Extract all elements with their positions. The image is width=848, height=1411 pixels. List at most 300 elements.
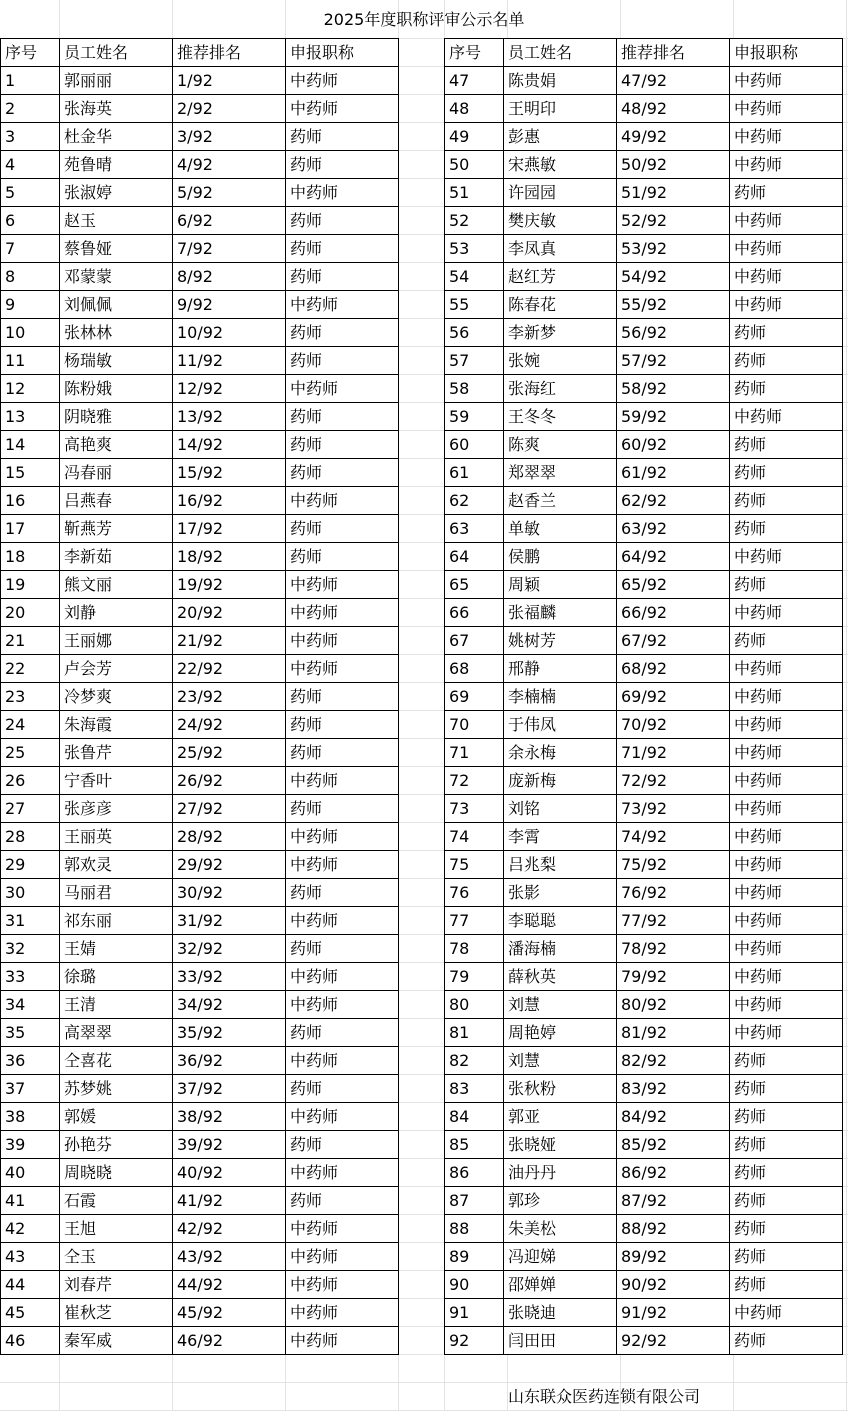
cell-serial[interactable]: 22: [1, 655, 60, 683]
cell-title[interactable]: 药师: [730, 571, 843, 599]
cell-title[interactable]: 中药师: [730, 739, 843, 767]
cell-name[interactable]: 刘慧: [504, 1047, 617, 1075]
cell-name[interactable]: 王清: [60, 991, 173, 1019]
cell-serial[interactable]: 14: [1, 431, 60, 459]
cell-title[interactable]: 中药师: [730, 543, 843, 571]
cell-serial[interactable]: 9: [1, 291, 60, 319]
cell-rank[interactable]: 68/92: [617, 655, 730, 683]
cell-rank[interactable]: 18/92: [173, 543, 286, 571]
cell-title[interactable]: 药师: [730, 1243, 843, 1271]
cell-serial[interactable]: 41: [1, 1187, 60, 1215]
cell-title[interactable]: 药师: [286, 879, 399, 907]
cell-serial[interactable]: 59: [445, 403, 504, 431]
cell-rank[interactable]: 20/92: [173, 599, 286, 627]
cell-title[interactable]: 药师: [730, 1159, 843, 1187]
cell-serial[interactable]: 50: [445, 151, 504, 179]
cell-title[interactable]: 中药师: [286, 655, 399, 683]
cell-name[interactable]: 张海红: [504, 375, 617, 403]
cell-name[interactable]: 熊文丽: [60, 571, 173, 599]
cell-serial[interactable]: 25: [1, 739, 60, 767]
cell-rank[interactable]: 41/92: [173, 1187, 286, 1215]
cell-rank[interactable]: 31/92: [173, 907, 286, 935]
cell-rank[interactable]: 63/92: [617, 515, 730, 543]
cell-name[interactable]: 郭珍: [504, 1187, 617, 1215]
cell-serial[interactable]: 64: [445, 543, 504, 571]
cell-title[interactable]: 药师: [286, 739, 399, 767]
cell-title[interactable]: 中药师: [286, 1159, 399, 1187]
cell-title[interactable]: 药师: [730, 179, 843, 207]
cell-serial[interactable]: 67: [445, 627, 504, 655]
cell-rank[interactable]: 37/92: [173, 1075, 286, 1103]
cell-rank[interactable]: 67/92: [617, 627, 730, 655]
cell-name[interactable]: 朱海霞: [60, 711, 173, 739]
cell-title[interactable]: 中药师: [730, 683, 843, 711]
cell-rank[interactable]: 64/92: [617, 543, 730, 571]
cell-serial[interactable]: 10: [1, 319, 60, 347]
cell-name[interactable]: 朱美松: [504, 1215, 617, 1243]
cell-title[interactable]: 药师: [730, 375, 843, 403]
cell-serial[interactable]: 75: [445, 851, 504, 879]
cell-name[interactable]: 卢会芳: [60, 655, 173, 683]
cell-title[interactable]: 药师: [286, 459, 399, 487]
cell-rank[interactable]: 12/92: [173, 375, 286, 403]
cell-name[interactable]: 王冬冬: [504, 403, 617, 431]
cell-serial[interactable]: 35: [1, 1019, 60, 1047]
cell-name[interactable]: 郭丽丽: [60, 67, 173, 95]
cell-serial[interactable]: 77: [445, 907, 504, 935]
cell-rank[interactable]: 4/92: [173, 151, 286, 179]
cell-name[interactable]: 陈贵娟: [504, 67, 617, 95]
cell-serial[interactable]: 51: [445, 179, 504, 207]
cell-name[interactable]: 刘静: [60, 599, 173, 627]
cell-rank[interactable]: 13/92: [173, 403, 286, 431]
cell-serial[interactable]: 39: [1, 1131, 60, 1159]
cell-serial[interactable]: 1: [1, 67, 60, 95]
cell-serial[interactable]: 74: [445, 823, 504, 851]
cell-name[interactable]: 仝玉: [60, 1243, 173, 1271]
cell-title[interactable]: 中药师: [286, 767, 399, 795]
cell-serial[interactable]: 33: [1, 963, 60, 991]
cell-name[interactable]: 张彦彦: [60, 795, 173, 823]
cell-name[interactable]: 蔡鲁娅: [60, 235, 173, 263]
cell-title[interactable]: 药师: [730, 1103, 843, 1131]
cell-title[interactable]: 中药师: [730, 1299, 843, 1327]
cell-name[interactable]: 冯迎娣: [504, 1243, 617, 1271]
cell-name[interactable]: 李新梦: [504, 319, 617, 347]
cell-title[interactable]: 药师: [286, 263, 399, 291]
cell-title[interactable]: 药师: [730, 1075, 843, 1103]
cell-title[interactable]: 中药师: [730, 123, 843, 151]
cell-rank[interactable]: 57/92: [617, 347, 730, 375]
cell-title[interactable]: 中药师: [730, 935, 843, 963]
cell-title[interactable]: 药师: [286, 403, 399, 431]
cell-serial[interactable]: 92: [445, 1327, 504, 1355]
cell-name[interactable]: 樊庆敏: [504, 207, 617, 235]
cell-title[interactable]: 中药师: [286, 487, 399, 515]
cell-name[interactable]: 刘佩佩: [60, 291, 173, 319]
cell-name[interactable]: 侯鹏: [504, 543, 617, 571]
cell-title[interactable]: 中药师: [730, 599, 843, 627]
cell-name[interactable]: 冯春丽: [60, 459, 173, 487]
cell-serial[interactable]: 79: [445, 963, 504, 991]
cell-serial[interactable]: 57: [445, 347, 504, 375]
cell-rank[interactable]: 56/92: [617, 319, 730, 347]
cell-name[interactable]: 王丽娜: [60, 627, 173, 655]
cell-rank[interactable]: 54/92: [617, 263, 730, 291]
cell-title[interactable]: 药师: [286, 123, 399, 151]
cell-title[interactable]: 药师: [730, 347, 843, 375]
cell-rank[interactable]: 9/92: [173, 291, 286, 319]
cell-title[interactable]: 药师: [286, 235, 399, 263]
cell-rank[interactable]: 28/92: [173, 823, 286, 851]
cell-rank[interactable]: 35/92: [173, 1019, 286, 1047]
cell-name[interactable]: 马丽君: [60, 879, 173, 907]
cell-serial[interactable]: 66: [445, 599, 504, 627]
cell-name[interactable]: 张林林: [60, 319, 173, 347]
cell-rank[interactable]: 49/92: [617, 123, 730, 151]
cell-rank[interactable]: 81/92: [617, 1019, 730, 1047]
cell-title[interactable]: 中药师: [286, 1243, 399, 1271]
cell-name[interactable]: 郭欢灵: [60, 851, 173, 879]
cell-rank[interactable]: 61/92: [617, 459, 730, 487]
cell-name[interactable]: 高翠翠: [60, 1019, 173, 1047]
cell-title[interactable]: 药师: [286, 1019, 399, 1047]
cell-name[interactable]: 冷梦爽: [60, 683, 173, 711]
cell-name[interactable]: 陈爽: [504, 431, 617, 459]
cell-rank[interactable]: 76/92: [617, 879, 730, 907]
cell-serial[interactable]: 18: [1, 543, 60, 571]
cell-serial[interactable]: 42: [1, 1215, 60, 1243]
cell-name[interactable]: 陈粉娥: [60, 375, 173, 403]
cell-name[interactable]: 宁香叶: [60, 767, 173, 795]
cell-rank[interactable]: 15/92: [173, 459, 286, 487]
cell-title[interactable]: 中药师: [286, 291, 399, 319]
cell-title[interactable]: 中药师: [730, 655, 843, 683]
cell-name[interactable]: 张海英: [60, 95, 173, 123]
cell-title[interactable]: 中药师: [730, 823, 843, 851]
cell-name[interactable]: 吕燕春: [60, 487, 173, 515]
cell-serial[interactable]: 20: [1, 599, 60, 627]
cell-name[interactable]: 高艳爽: [60, 431, 173, 459]
cell-title[interactable]: 中药师: [730, 67, 843, 95]
cell-rank[interactable]: 79/92: [617, 963, 730, 991]
cell-rank[interactable]: 48/92: [617, 95, 730, 123]
cell-serial[interactable]: 17: [1, 515, 60, 543]
cell-name[interactable]: 周晓晓: [60, 1159, 173, 1187]
cell-title[interactable]: 药师: [286, 515, 399, 543]
cell-title[interactable]: 中药师: [286, 627, 399, 655]
cell-title[interactable]: 药师: [286, 431, 399, 459]
cell-serial[interactable]: 62: [445, 487, 504, 515]
cell-title[interactable]: 中药师: [286, 1327, 399, 1355]
cell-serial[interactable]: 43: [1, 1243, 60, 1271]
cell-rank[interactable]: 73/92: [617, 795, 730, 823]
cell-serial[interactable]: 83: [445, 1075, 504, 1103]
cell-rank[interactable]: 27/92: [173, 795, 286, 823]
cell-serial[interactable]: 7: [1, 235, 60, 263]
cell-rank[interactable]: 23/92: [173, 683, 286, 711]
cell-title[interactable]: 药师: [286, 1075, 399, 1103]
cell-rank[interactable]: 84/92: [617, 1103, 730, 1131]
cell-rank[interactable]: 92/92: [617, 1327, 730, 1355]
header-cell-title[interactable]: 申报职称: [286, 39, 399, 67]
cell-rank[interactable]: 21/92: [173, 627, 286, 655]
cell-rank[interactable]: 50/92: [617, 151, 730, 179]
cell-title[interactable]: 中药师: [730, 207, 843, 235]
cell-rank[interactable]: 11/92: [173, 347, 286, 375]
cell-name[interactable]: 王旭: [60, 1215, 173, 1243]
cell-name[interactable]: 郭媛: [60, 1103, 173, 1131]
cell-rank[interactable]: 30/92: [173, 879, 286, 907]
cell-name[interactable]: 徐璐: [60, 963, 173, 991]
cell-serial[interactable]: 5: [1, 179, 60, 207]
cell-title[interactable]: 中药师: [730, 235, 843, 263]
cell-rank[interactable]: 83/92: [617, 1075, 730, 1103]
cell-serial[interactable]: 40: [1, 1159, 60, 1187]
cell-title[interactable]: 药师: [730, 515, 843, 543]
cell-serial[interactable]: 73: [445, 795, 504, 823]
cell-rank[interactable]: 62/92: [617, 487, 730, 515]
cell-serial[interactable]: 23: [1, 683, 60, 711]
cell-rank[interactable]: 55/92: [617, 291, 730, 319]
cell-rank[interactable]: 14/92: [173, 431, 286, 459]
cell-name[interactable]: 张晓迪: [504, 1299, 617, 1327]
cell-name[interactable]: 崔秋芝: [60, 1299, 173, 1327]
cell-name[interactable]: 姚树芳: [504, 627, 617, 655]
cell-rank[interactable]: 51/92: [617, 179, 730, 207]
cell-title[interactable]: 中药师: [286, 1215, 399, 1243]
cell-name[interactable]: 闫田田: [504, 1327, 617, 1355]
cell-rank[interactable]: 82/92: [617, 1047, 730, 1075]
cell-title[interactable]: 中药师: [286, 823, 399, 851]
cell-rank[interactable]: 17/92: [173, 515, 286, 543]
cell-serial[interactable]: 24: [1, 711, 60, 739]
cell-title[interactable]: 中药师: [730, 991, 843, 1019]
cell-title[interactable]: 药师: [286, 543, 399, 571]
cell-serial[interactable]: 29: [1, 851, 60, 879]
cell-rank[interactable]: 45/92: [173, 1299, 286, 1327]
cell-rank[interactable]: 78/92: [617, 935, 730, 963]
cell-title[interactable]: 药师: [286, 207, 399, 235]
cell-rank[interactable]: 59/92: [617, 403, 730, 431]
cell-title[interactable]: 药师: [730, 1187, 843, 1215]
cell-name[interactable]: 李霄: [504, 823, 617, 851]
cell-name[interactable]: 刘春芹: [60, 1271, 173, 1299]
cell-serial[interactable]: 78: [445, 935, 504, 963]
cell-serial[interactable]: 2: [1, 95, 60, 123]
cell-rank[interactable]: 65/92: [617, 571, 730, 599]
cell-title[interactable]: 药师: [730, 1047, 843, 1075]
cell-rank[interactable]: 85/92: [617, 1131, 730, 1159]
cell-rank[interactable]: 8/92: [173, 263, 286, 291]
header-cell-rank[interactable]: 推荐排名: [173, 39, 286, 67]
cell-title[interactable]: 药师: [286, 711, 399, 739]
cell-title[interactable]: 中药师: [730, 767, 843, 795]
cell-name[interactable]: 仝喜花: [60, 1047, 173, 1075]
cell-name[interactable]: 李聪聪: [504, 907, 617, 935]
cell-rank[interactable]: 32/92: [173, 935, 286, 963]
header-cell-title[interactable]: 申报职称: [730, 39, 843, 67]
cell-rank[interactable]: 86/92: [617, 1159, 730, 1187]
cell-name[interactable]: 阴晓雅: [60, 403, 173, 431]
cell-serial[interactable]: 3: [1, 123, 60, 151]
company-footer[interactable]: 山东联众医药连锁有限公司: [508, 1387, 701, 1406]
cell-rank[interactable]: 88/92: [617, 1215, 730, 1243]
cell-rank[interactable]: 66/92: [617, 599, 730, 627]
cell-rank[interactable]: 69/92: [617, 683, 730, 711]
cell-name[interactable]: 张影: [504, 879, 617, 907]
cell-name[interactable]: 单敏: [504, 515, 617, 543]
cell-serial[interactable]: 36: [1, 1047, 60, 1075]
cell-serial[interactable]: 52: [445, 207, 504, 235]
cell-title[interactable]: 中药师: [286, 851, 399, 879]
cell-rank[interactable]: 5/92: [173, 179, 286, 207]
cell-title[interactable]: 中药师: [286, 1047, 399, 1075]
cell-name[interactable]: 邓蒙蒙: [60, 263, 173, 291]
cell-serial[interactable]: 87: [445, 1187, 504, 1215]
cell-rank[interactable]: 19/92: [173, 571, 286, 599]
cell-rank[interactable]: 34/92: [173, 991, 286, 1019]
cell-title[interactable]: 药师: [730, 1271, 843, 1299]
cell-serial[interactable]: 86: [445, 1159, 504, 1187]
cell-serial[interactable]: 89: [445, 1243, 504, 1271]
cell-name[interactable]: 苏梦姚: [60, 1075, 173, 1103]
cell-serial[interactable]: 48: [445, 95, 504, 123]
cell-serial[interactable]: 80: [445, 991, 504, 1019]
cell-title[interactable]: 药师: [730, 319, 843, 347]
cell-serial[interactable]: 56: [445, 319, 504, 347]
cell-name[interactable]: 张秋粉: [504, 1075, 617, 1103]
cell-title[interactable]: 药师: [730, 431, 843, 459]
cell-serial[interactable]: 70: [445, 711, 504, 739]
cell-rank[interactable]: 7/92: [173, 235, 286, 263]
header-cell-serial[interactable]: 序号: [1, 39, 60, 67]
cell-serial[interactable]: 90: [445, 1271, 504, 1299]
cell-serial[interactable]: 32: [1, 935, 60, 963]
cell-name[interactable]: 王明印: [504, 95, 617, 123]
cell-title[interactable]: 药师: [730, 1215, 843, 1243]
cell-serial[interactable]: 31: [1, 907, 60, 935]
cell-serial[interactable]: 68: [445, 655, 504, 683]
cell-name[interactable]: 石霞: [60, 1187, 173, 1215]
cell-title[interactable]: 中药师: [286, 1103, 399, 1131]
cell-serial[interactable]: 30: [1, 879, 60, 907]
cell-title[interactable]: 中药师: [286, 991, 399, 1019]
cell-rank[interactable]: 58/92: [617, 375, 730, 403]
cell-name[interactable]: 赵红芳: [504, 263, 617, 291]
cell-rank[interactable]: 42/92: [173, 1215, 286, 1243]
cell-rank[interactable]: 53/92: [617, 235, 730, 263]
cell-serial[interactable]: 82: [445, 1047, 504, 1075]
cell-rank[interactable]: 26/92: [173, 767, 286, 795]
cell-name[interactable]: 许园园: [504, 179, 617, 207]
cell-rank[interactable]: 33/92: [173, 963, 286, 991]
cell-rank[interactable]: 80/92: [617, 991, 730, 1019]
cell-rank[interactable]: 47/92: [617, 67, 730, 95]
cell-name[interactable]: 杜金华: [60, 123, 173, 151]
cell-title[interactable]: 中药师: [730, 1019, 843, 1047]
cell-name[interactable]: 潘海楠: [504, 935, 617, 963]
cell-title[interactable]: 药师: [730, 459, 843, 487]
cell-serial[interactable]: 69: [445, 683, 504, 711]
cell-title[interactable]: 中药师: [730, 963, 843, 991]
cell-rank[interactable]: 29/92: [173, 851, 286, 879]
cell-rank[interactable]: 25/92: [173, 739, 286, 767]
cell-title[interactable]: 中药师: [286, 95, 399, 123]
cell-rank[interactable]: 43/92: [173, 1243, 286, 1271]
cell-serial[interactable]: 54: [445, 263, 504, 291]
cell-name[interactable]: 周艳婷: [504, 1019, 617, 1047]
cell-rank[interactable]: 44/92: [173, 1271, 286, 1299]
cell-name[interactable]: 秦军威: [60, 1327, 173, 1355]
cell-serial[interactable]: 84: [445, 1103, 504, 1131]
cell-name[interactable]: 庞新梅: [504, 767, 617, 795]
cell-name[interactable]: 苑鲁晴: [60, 151, 173, 179]
cell-title[interactable]: 中药师: [286, 375, 399, 403]
header-cell-name[interactable]: 员工姓名: [504, 39, 617, 67]
cell-title[interactable]: 中药师: [286, 1271, 399, 1299]
cell-serial[interactable]: 47: [445, 67, 504, 95]
cell-title[interactable]: 中药师: [730, 711, 843, 739]
cell-title[interactable]: 药师: [730, 1327, 843, 1355]
cell-rank[interactable]: 6/92: [173, 207, 286, 235]
cell-name[interactable]: 邢静: [504, 655, 617, 683]
cell-title[interactable]: 药师: [730, 487, 843, 515]
cell-serial[interactable]: 26: [1, 767, 60, 795]
cell-name[interactable]: 周颖: [504, 571, 617, 599]
cell-title[interactable]: 药师: [286, 319, 399, 347]
cell-rank[interactable]: 71/92: [617, 739, 730, 767]
cell-title[interactable]: 药师: [730, 627, 843, 655]
cell-name[interactable]: 孙艳芬: [60, 1131, 173, 1159]
cell-serial[interactable]: 8: [1, 263, 60, 291]
cell-serial[interactable]: 65: [445, 571, 504, 599]
cell-name[interactable]: 张鲁芹: [60, 739, 173, 767]
cell-name[interactable]: 刘慧: [504, 991, 617, 1019]
cell-serial[interactable]: 38: [1, 1103, 60, 1131]
cell-name[interactable]: 杨瑞敏: [60, 347, 173, 375]
cell-serial[interactable]: 76: [445, 879, 504, 907]
cell-title[interactable]: 中药师: [286, 67, 399, 95]
cell-serial[interactable]: 71: [445, 739, 504, 767]
cell-serial[interactable]: 55: [445, 291, 504, 319]
cell-serial[interactable]: 72: [445, 767, 504, 795]
cell-serial[interactable]: 45: [1, 1299, 60, 1327]
cell-serial[interactable]: 11: [1, 347, 60, 375]
cell-title[interactable]: 中药师: [286, 907, 399, 935]
cell-name[interactable]: 吕兆梨: [504, 851, 617, 879]
cell-name[interactable]: 郑翠翠: [504, 459, 617, 487]
cell-rank[interactable]: 74/92: [617, 823, 730, 851]
cell-serial[interactable]: 46: [1, 1327, 60, 1355]
cell-serial[interactable]: 27: [1, 795, 60, 823]
cell-rank[interactable]: 89/92: [617, 1243, 730, 1271]
cell-serial[interactable]: 28: [1, 823, 60, 851]
cell-name[interactable]: 李凤真: [504, 235, 617, 263]
cell-rank[interactable]: 2/92: [173, 95, 286, 123]
cell-serial[interactable]: 15: [1, 459, 60, 487]
cell-title[interactable]: 中药师: [730, 851, 843, 879]
cell-title[interactable]: 药师: [286, 1187, 399, 1215]
cell-name[interactable]: 宋燕敏: [504, 151, 617, 179]
header-cell-serial[interactable]: 序号: [445, 39, 504, 67]
cell-serial[interactable]: 4: [1, 151, 60, 179]
cell-rank[interactable]: 60/92: [617, 431, 730, 459]
cell-title[interactable]: 中药师: [730, 291, 843, 319]
cell-name[interactable]: 张晓娅: [504, 1131, 617, 1159]
cell-name[interactable]: 陈春花: [504, 291, 617, 319]
cell-name[interactable]: 余永梅: [504, 739, 617, 767]
